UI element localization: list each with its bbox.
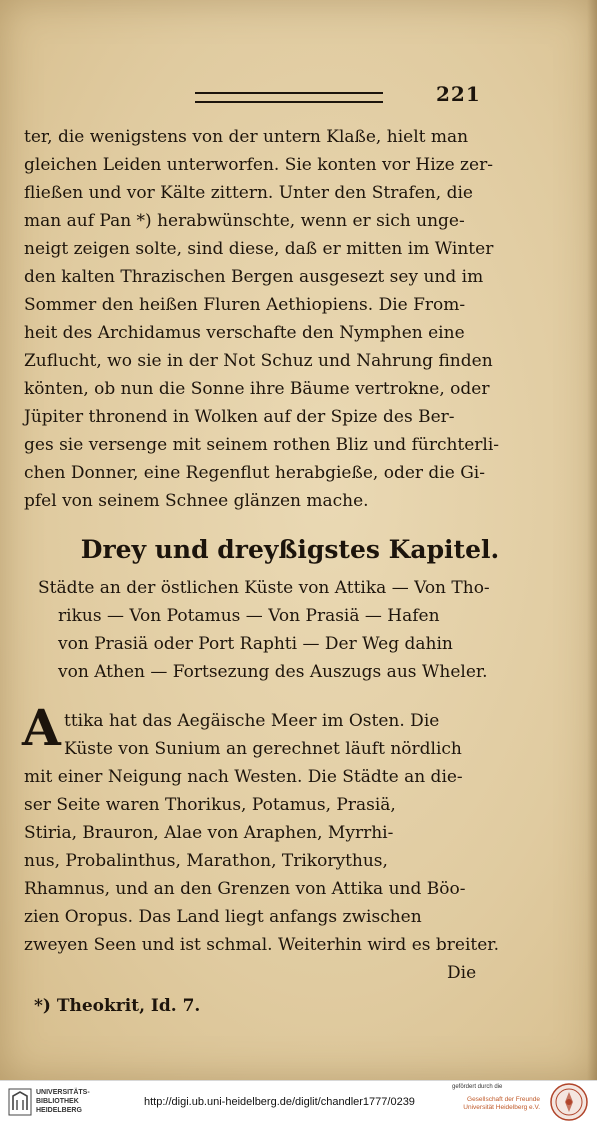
paragraph-line-7: Rhamnus, und an den Grenzen von Attika und Böo- xyxy=(24,879,466,899)
summary-line-4: von Athen — Fortsezung des Auszugs aus Wheler. xyxy=(58,662,488,682)
paragraph-line-9: zweyen Seen und ist schmal. Weiterhin wird es breiter. xyxy=(24,935,499,955)
paragraph-line-2: Küste von Sunium an gerechnet läuft nördlich xyxy=(64,739,462,759)
body-line-5: neigt zeigen solte, sind diese, daß er mitten im Winter xyxy=(24,239,494,259)
funded-by-label: gefördert durch die xyxy=(452,1084,503,1090)
drop-cap: A xyxy=(22,698,61,757)
university-seal-icon xyxy=(549,1082,589,1122)
summary-line-3: von Prasiä oder Port Raphti — Der Weg dahin xyxy=(58,634,453,654)
footnote: *) Theokrit, Id. 7. xyxy=(34,996,201,1016)
paragraph-line-1: ttika hat das Aegäische Meer im Osten. Die xyxy=(64,711,440,731)
body-line-12: ges sie versenge mit seinem rothen Bliz und fürchterli- xyxy=(24,435,500,455)
society-name: Gesellschaft der Freunde Universität Heidelberg e.V. xyxy=(463,1096,540,1111)
paragraph-line-3: mit einer Neigung nach Westen. Die Städte an die- xyxy=(24,767,463,787)
paragraph-line-5: Stiria, Brauron, Alae von Araphen, Myrrhi- xyxy=(24,823,394,843)
header-rule xyxy=(195,92,383,103)
library-logo-icon xyxy=(8,1088,32,1116)
body-line-7: Sommer den heißen Fluren Aethiopiens. Die From- xyxy=(24,295,466,315)
chapter-title: Drey und dreyßigstes Kapitel. xyxy=(80,535,500,564)
body-line-2: gleichen Leiden unterworfen. Sie konten vor Hize zer- xyxy=(24,155,493,175)
body-line-1: ter, die wenigstens von der untern Klaße, hielt man xyxy=(24,127,469,147)
page-number: 221 xyxy=(436,82,481,106)
body-line-8: heit des Archidamus verschafte den Nymphen eine xyxy=(24,323,465,343)
summary-line-2: rikus — Von Potamus — Von Prasiä — Hafen xyxy=(58,606,440,626)
catchword: Die xyxy=(447,963,477,983)
body-line-11: Jüpiter thronend in Wolken auf der Spize des Ber- xyxy=(24,407,455,427)
library-name: UNIVERSITÄTS- BIBLIOTHEK HEIDELBERG xyxy=(36,1089,90,1114)
body-line-14: pfel von seinem Schnee glänzen mache. xyxy=(24,491,369,511)
body-line-9: Zuflucht, wo sie in der Not Schuz und Nahrung finden xyxy=(24,351,493,371)
paragraph-line-8: zien Oropus. Das Land liegt anfangs zwischen xyxy=(24,907,422,927)
body-line-10: könten, ob nun die Sonne ihre Bäume vertrokne, oder xyxy=(24,379,490,399)
paragraph-line-4: ser Seite waren Thorikus, Potamus, Prasiä, xyxy=(24,795,396,815)
body-line-6: den kalten Thrazischen Bergen ausgesezt sey und im xyxy=(24,267,484,287)
summary-line-1: Städte an der östlichen Küste von Attika — Von Tho- xyxy=(38,578,490,598)
permalink-url[interactable]: http://digi.ub.uni-heidelberg.de/diglit/chandler1777/0239 xyxy=(144,1096,415,1108)
body-line-13: chen Donner, eine Regenflut herabgieße, oder die Gi- xyxy=(24,463,485,483)
paragraph-line-6: nus, Probalinthus, Marathon, Trikorythus, xyxy=(24,851,388,871)
body-line-3: fließen und vor Kälte zittern. Unter den Strafen, die xyxy=(24,183,473,203)
page-edge-shadow xyxy=(587,0,597,1080)
body-line-4: man auf Pan *) herabwünschte, wenn er sich unge- xyxy=(24,211,465,231)
